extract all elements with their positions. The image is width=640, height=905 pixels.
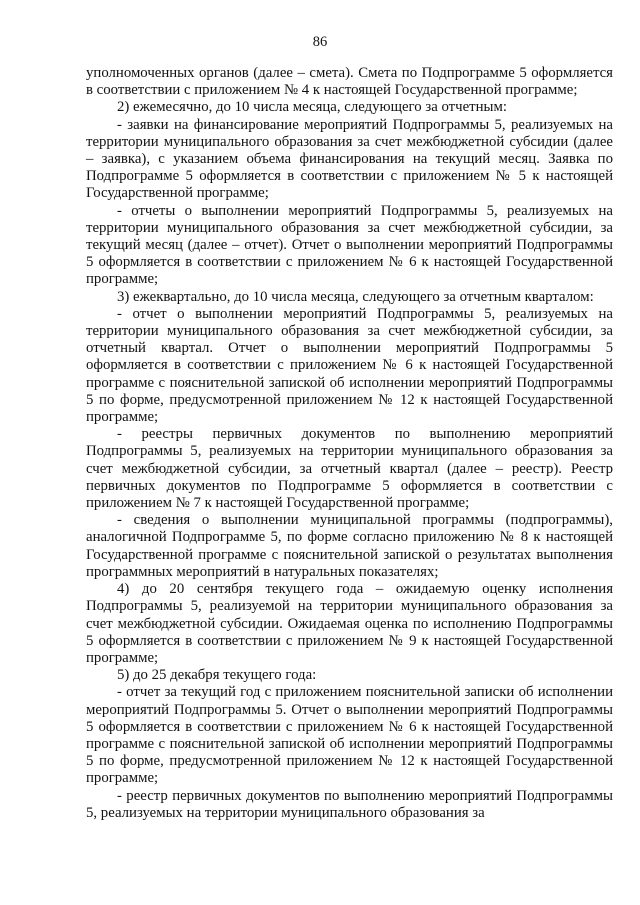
list-item: - отчеты о выполнении мероприятий Подпрограммы 5, реализуемых на территории муниципального образования за счет межбюджетной субсидии, за текущий месяц (далее – отчет). Отчет о выполнении мероприятий Подпрограммы 5 оформляется в соответствии с приложением № 6 к настоящей Государственной программе; bbox=[86, 202, 613, 288]
list-item: - сведения о выполнении муниципальной программы (подпрограммы), аналогичной Подпрограмме 5, по форме согласно приложению № 8 к настоящей Государственной программе с пояснительной запиской о результатах выполнения программных мероприятий в натуральных показателях; bbox=[86, 512, 613, 580]
list-item: - заявки на финансирование мероприятий Подпрограммы 5, реализуемых на территории муниципального образования за счет межбюджетной субсидии (далее – заявка), с указанием объема финансирования на текущий месяц. Заявка по Подпрограмме 5 оформляется в соответствии с приложением № 5 к настоящей Государственной программе; bbox=[86, 116, 613, 202]
list-item: - реестр первичных документов по выполнению мероприятий Подпрограммы 5, реализуемых на территории муниципального образования за bbox=[86, 787, 613, 821]
paragraph: 4) до 20 сентября текущего года – ожидаемую оценку исполнения Подпрограммы 5, реализуемой на территории муниципального образования за счет межбюджетной субсидии. Ожидаемая оценка по исполнению Подпрограммы 5 оформляется в соответствии с приложением № 9 к настоящей Государственной программе; bbox=[86, 581, 613, 666]
page-number: 86 bbox=[312, 34, 328, 50]
paragraph: 5) до 25 декабря текущего года: bbox=[117, 667, 317, 684]
list-item: - отчет за текущий год с приложением пояснительной записки об исполнении мероприятий Подпрограммы 5. Отчет о выполнении мероприятий Подпрограммы 5 оформляется в соответствии с приложением № 6 к настоящей Государственной программе с пояснительной запиской об исполнении мероприятий Подпрограммы 5 по форме, предусмотренной приложением № 12 к настоящей Государственной программе; bbox=[86, 684, 613, 787]
document-body bbox=[86, 65, 613, 822]
paragraph: 3) ежеквартально, до 10 числа месяца, следующего за отчетным кварталом: bbox=[117, 288, 594, 305]
list-item: - отчет о выполнении мероприятий Подпрограммы 5, реализуемых на территории муниципального образования за счет межбюджетной субсидии, за отчетный квартал. Отчет о выполнении мероприятий Подпрограммы 5 оформляется в соответствии с приложением № 6 к настоящей Государственной программе с пояснительной запиской об исполнении мероприятий Подпрограммы 5 по форме, предусмотренной приложением № 12 к настоящей Государственной программе; bbox=[86, 305, 613, 426]
paragraph: 2) ежемесячно, до 10 числа месяца, следующего за отчетным: bbox=[117, 99, 507, 116]
list-item: - реестры первичных документов по выполнению мероприятий Подпрограммы 5, реализуемых на территории муниципального образования за счет межбюджетной субсидии, за отчетный квартал (далее – реестр). Реестр первичных документов по Подпрограмме 5 оформляется в соответствии с приложением № 7 к настоящей Государственной программе; bbox=[86, 426, 613, 512]
paragraph: уполномоченных органов (далее – смета). Смета по Подпрограмме 5 оформляется в соответствии с приложением № 4 к настоящей Государственной программе; bbox=[86, 65, 613, 99]
